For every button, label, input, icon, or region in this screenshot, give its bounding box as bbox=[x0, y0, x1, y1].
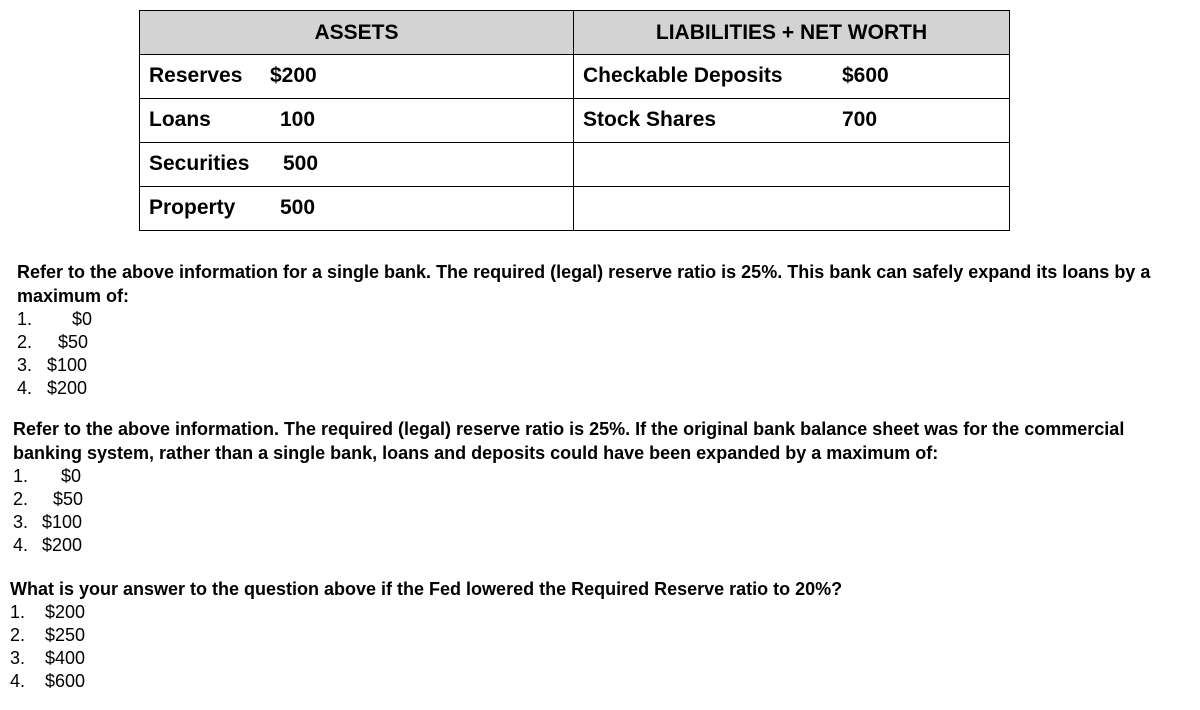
option-value: $0 bbox=[72, 309, 93, 329]
liability-label: Checkable Deposits bbox=[583, 64, 783, 87]
answer-options bbox=[17, 308, 1177, 400]
answer-option[interactable] bbox=[10, 601, 1180, 624]
asset-cell bbox=[140, 187, 574, 231]
option-value: $100 bbox=[47, 355, 88, 375]
liability-cell bbox=[574, 143, 1010, 187]
option-value: $200 bbox=[47, 378, 88, 398]
answer-option[interactable] bbox=[17, 377, 1177, 400]
option-number: 4. bbox=[10, 671, 26, 691]
option-number: 1. bbox=[10, 602, 26, 622]
answer-option[interactable] bbox=[13, 465, 1183, 488]
table-row bbox=[140, 143, 1010, 187]
option-number: 2. bbox=[17, 332, 33, 352]
option-value: $50 bbox=[58, 332, 89, 352]
question-1 bbox=[17, 260, 1177, 400]
option-value: $200 bbox=[45, 602, 86, 622]
asset-label: Property bbox=[149, 196, 236, 219]
liability-cell bbox=[574, 99, 1010, 143]
option-value: $100 bbox=[42, 512, 83, 532]
table-row bbox=[140, 55, 1010, 99]
answer-option[interactable] bbox=[17, 308, 1177, 331]
option-number: 4. bbox=[17, 378, 33, 398]
option-value: $600 bbox=[45, 671, 86, 691]
answer-option[interactable] bbox=[10, 647, 1180, 670]
answer-options bbox=[10, 601, 1180, 693]
option-number: 2. bbox=[13, 489, 29, 509]
balance-sheet-header-row bbox=[140, 11, 1010, 55]
answer-option[interactable] bbox=[10, 670, 1180, 693]
answer-option[interactable] bbox=[13, 511, 1183, 534]
option-value: $50 bbox=[53, 489, 84, 509]
option-number: 3. bbox=[13, 512, 29, 532]
question-2 bbox=[13, 417, 1183, 557]
asset-label: Loans bbox=[149, 108, 211, 131]
asset-cell bbox=[140, 99, 574, 143]
asset-value: 500 bbox=[280, 196, 316, 219]
assets-header: ASSETS bbox=[140, 11, 574, 55]
table-row bbox=[140, 99, 1010, 143]
liability-value: $600 bbox=[842, 64, 889, 87]
asset-label: Securities bbox=[149, 152, 250, 175]
asset-cell bbox=[140, 55, 574, 99]
answer-option[interactable] bbox=[13, 534, 1183, 557]
question-text: Refer to the above information. The required (legal) reserve ratio is 25%. If the original bank balance sheet was for the commercial banking system, rather than a single bank, loans and deposits could have been expanded by a maximum of: bbox=[13, 419, 1125, 463]
option-number: 4. bbox=[13, 535, 29, 555]
answer-option[interactable] bbox=[17, 331, 1177, 354]
option-value: $0 bbox=[61, 466, 82, 486]
option-value: $400 bbox=[45, 648, 86, 668]
option-number: 3. bbox=[10, 648, 26, 668]
asset-value: 100 bbox=[280, 108, 316, 131]
liability-cell bbox=[574, 187, 1010, 231]
answer-option[interactable] bbox=[13, 488, 1183, 511]
question-3 bbox=[10, 577, 1180, 693]
table-row bbox=[140, 187, 1010, 231]
liability-label: Stock Shares bbox=[583, 108, 717, 131]
question-text: What is your answer to the question above if the Fed lowered the Required Reserve ratio to 20%? bbox=[10, 579, 843, 599]
asset-label: Reserves bbox=[149, 64, 243, 87]
liability-value: 700 bbox=[842, 108, 878, 131]
liability-cell bbox=[574, 55, 1010, 99]
question-text: Refer to the above information for a single bank. The required (legal) reserve ratio is 25%. This bank can safely expand its loans by a maximum of: bbox=[17, 262, 1151, 306]
option-number: 2. bbox=[10, 625, 26, 645]
option-value: $250 bbox=[45, 625, 86, 645]
option-value: $200 bbox=[42, 535, 83, 555]
answer-option[interactable] bbox=[10, 624, 1180, 647]
asset-value: 500 bbox=[283, 152, 319, 175]
option-number: 1. bbox=[13, 466, 29, 486]
asset-value: $200 bbox=[270, 64, 317, 87]
option-number: 1. bbox=[17, 309, 33, 329]
asset-cell bbox=[140, 143, 574, 187]
balance-sheet-table bbox=[139, 10, 1010, 231]
option-number: 3. bbox=[17, 355, 33, 375]
answer-options bbox=[13, 465, 1183, 557]
answer-option[interactable] bbox=[17, 354, 1177, 377]
liabilities-header: LIABILITIES + NET WORTH bbox=[574, 11, 1010, 55]
